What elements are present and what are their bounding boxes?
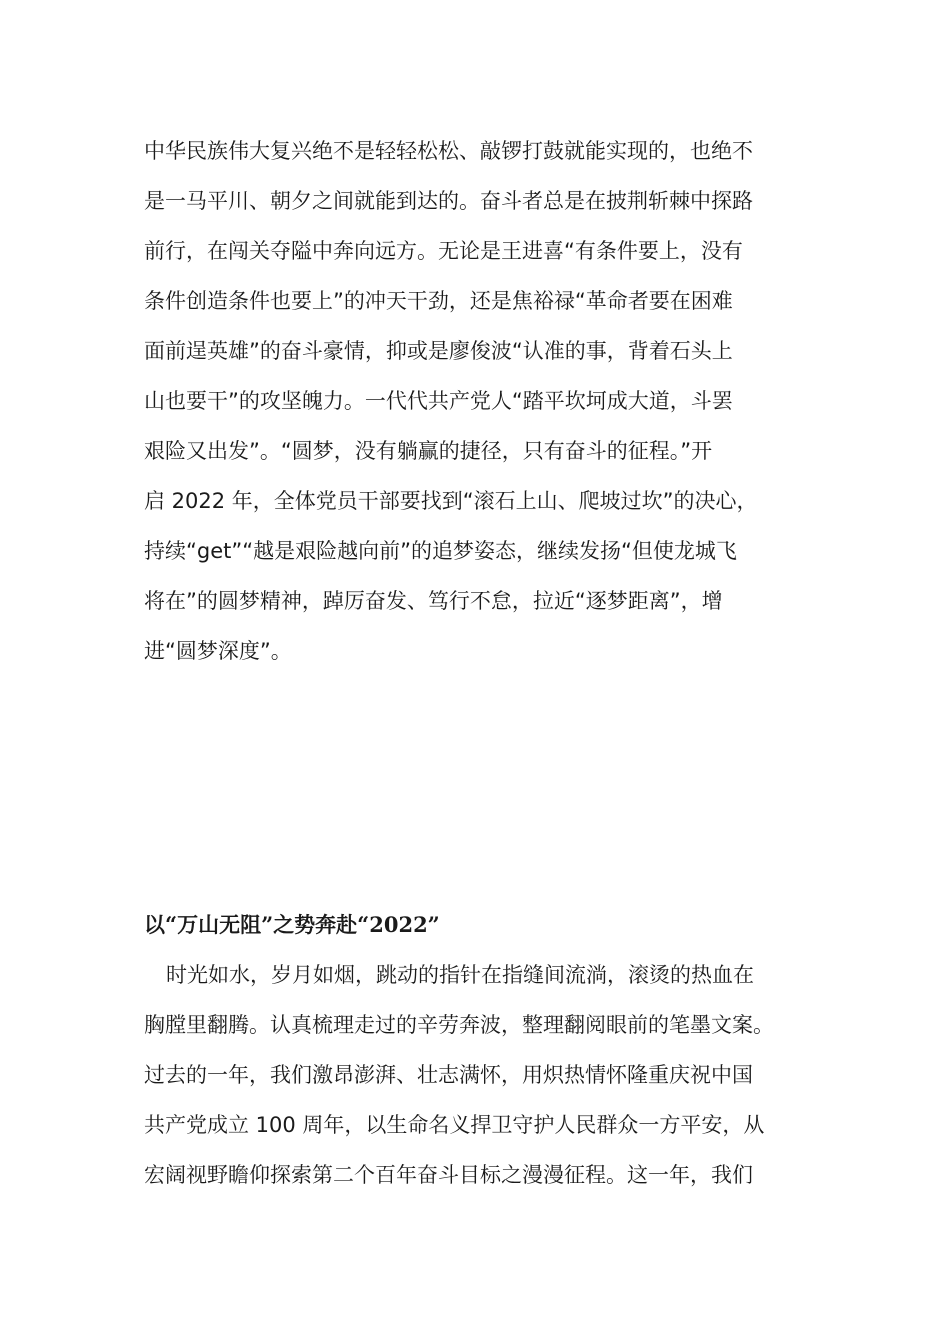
text-line: 共产党成立 100 周年，以生命名义捍卫守护人民群众一方平安，从 [144,1113,765,1137]
text-line: 山也要干”的攻坚魄力。一代代共产党人“踏平坎坷成大道，斗罢 [144,389,733,413]
text-line: 前行，在闯关夺隘中奔向远方。无论是王进喜“有条件要上，没有 [144,239,743,263]
text-line: 面前逞英雄”的奋斗豪情，抑或是廖俊波“认准的事，背着石头上 [144,339,733,363]
paragraph-2 [144,950,824,1200]
text-line: 宏阔视野瞻仰探索第二个百年奋斗目标之漫漫征程。这一年，我们 [144,1163,753,1187]
section-heading: 以“万山无阻”之势奔赴“2022” [144,912,440,937]
text-line: 中华民族伟大复兴绝不是轻轻松松、敲锣打鼓就能实现的，也绝不 [144,139,753,163]
text-line: 启 2022 年，全体党员干部要找到“滚石上山、爬坡过坎”的决心， [144,489,758,513]
paragraph-1 [144,126,824,676]
text-line: 是一马平川、朝夕之间就能到达的。奋斗者总是在披荆斩棘中探路 [144,189,753,213]
text-line: 过去的一年，我们激昂澎湃、壮志满怀，用炽热情怀隆重庆祝中国 [144,1063,753,1087]
text-line: 持续“get”“越是艰险越向前”的追梦姿态，继续发扬“但使龙城飞 [144,539,737,563]
text-line: 将在”的圆梦精神，踔厉奋发、笃行不怠，拉近“逐梦距离”，增 [144,589,723,613]
text-line: 条件创造条件也要上”的冲天干劲，还是焦裕禄“革命者要在困难 [144,289,733,313]
text-line: 进“圆梦深度”。 [144,639,292,663]
text-line: 时光如水，岁月如烟，跳动的指针在指缝间流淌，滚烫的热血在 [166,963,754,987]
text-line: 胸膛里翻腾。认真梳理走过的辛劳奔波，整理翻阅眼前的笔墨文案。 [144,1013,774,1037]
text-line: 艰险又出发”。“圆梦，没有躺赢的捷径，只有奋斗的征程。”开 [144,439,713,463]
